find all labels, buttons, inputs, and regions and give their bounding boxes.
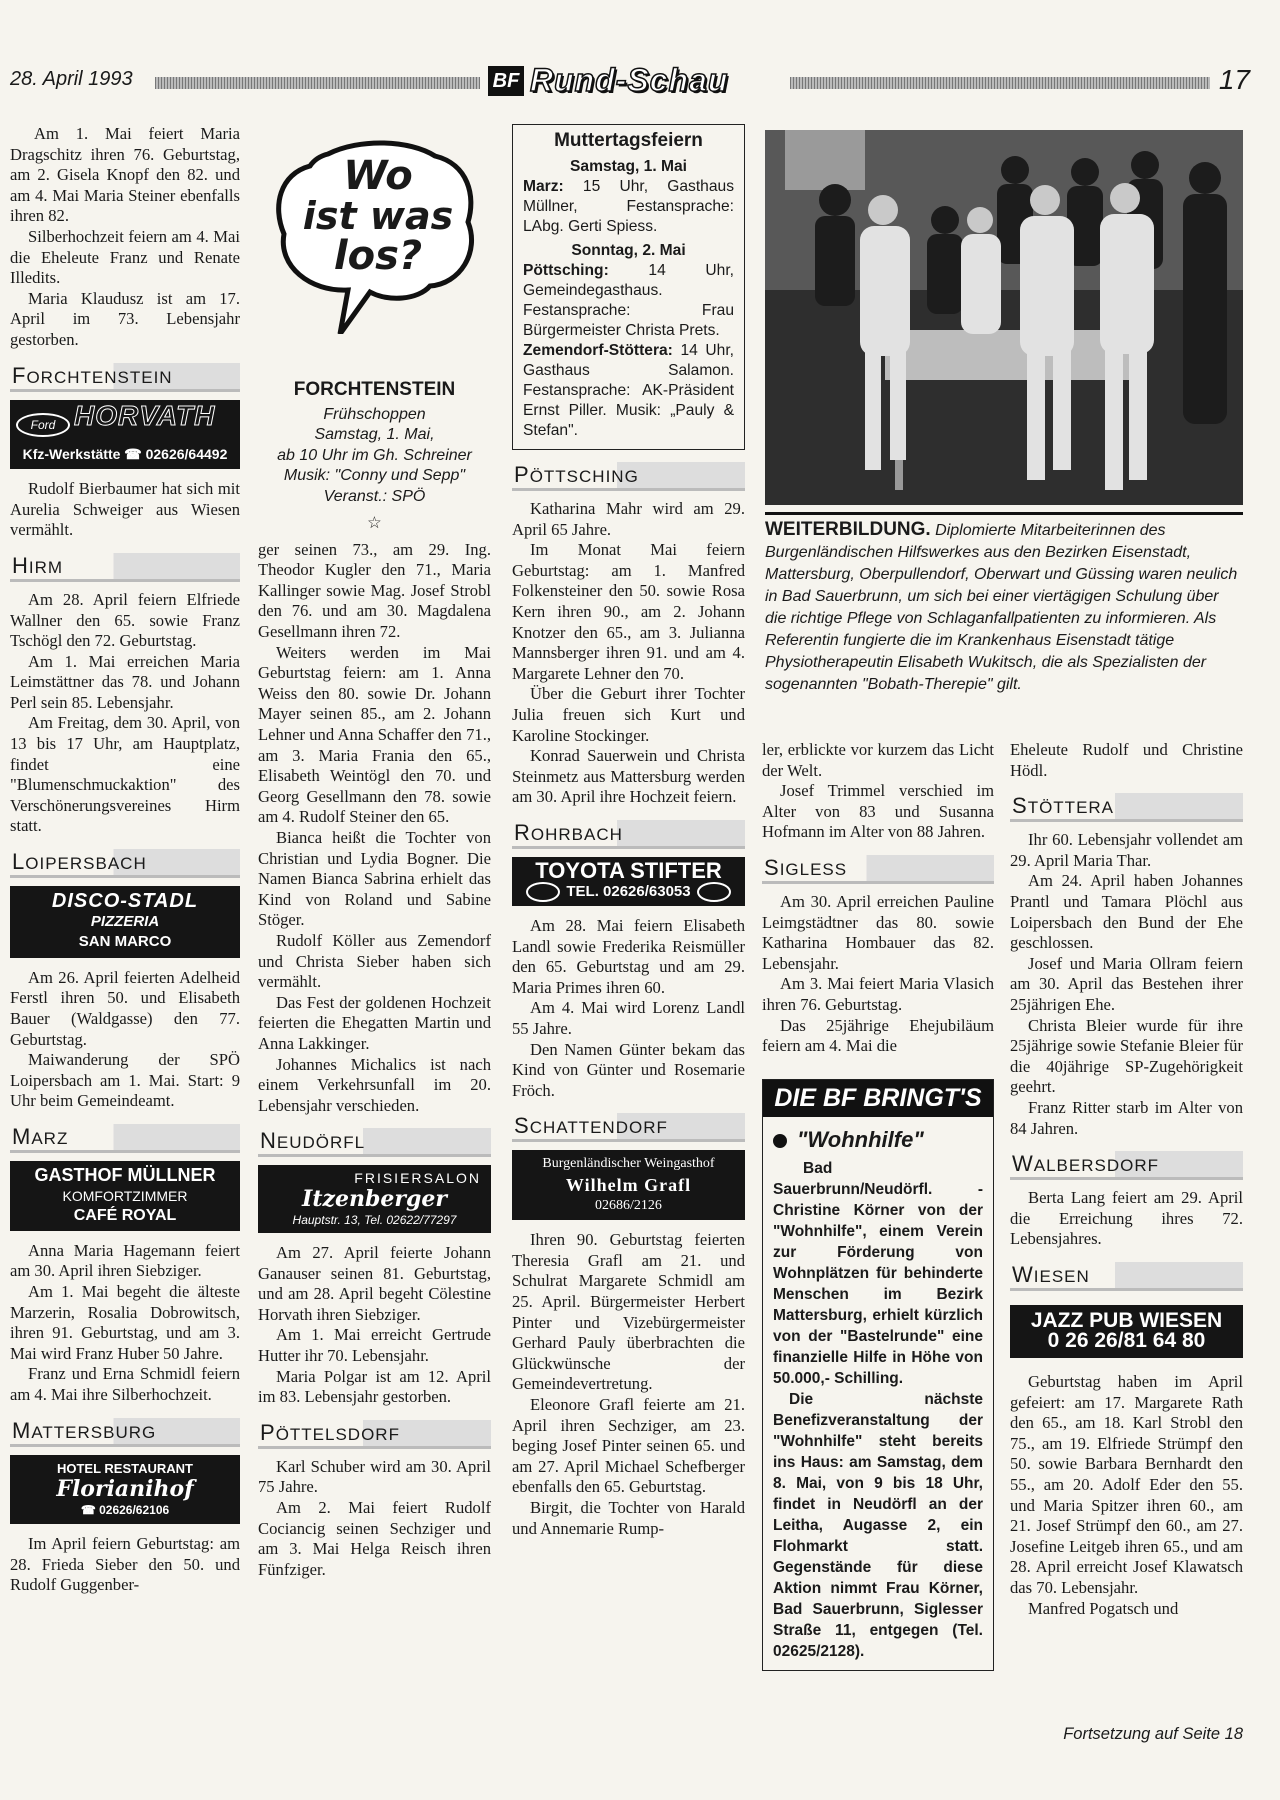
muttertag-box: Muttertagsfeiern Samstag, 1. Mai Marz: 15 Uhr, Gasthaus Müllner, Festansprache: LAbg. Gerti Spiess. Sonntag, 2. Mai Pöttsching: 14 Uhr, Gemeindegasthaus. Festansprache: Frau Bürgermeister Christa Prets. Zemendorf-Stöttera: 14 Uhr, Gasthaus Salamon. Festansprache: AK-Präsident Ernst Piller. Musik: „Pauly & Stefan". <box>512 124 745 450</box>
paragraph: Christa Bleier wurde für ihre 25jährige sowie Stefanie Bleier für die 40jährige SP-Zugehörigkeit geehrt. <box>1010 1015 1243 1097</box>
bubble-line-1: Wo <box>343 153 413 199</box>
paragraph: Geburtstag haben im April gefeiert: am 17. Margarete Rath den 65., am 18. Karl Strobl den 75., am 19. Elfriede Strümpf den 50. sowie Barbara Bernhardt den 55., am 20. Adolf Eder den 55. und Maria Spitzer ihren 60., am 21. Josef Strümpf den 60., am 27. Josefine Leitgeb ihren 65., und am 28. April erreicht Josef Klawatsch das 70. Lebensjahr. <box>1010 1372 1243 1597</box>
section-heading-rohrbach: ROHRBACH <box>512 820 745 849</box>
paragraph: Rudolf Bierbaumer hat sich mit Aurelia Schweiger aus Wiesen vermählt. <box>10 479 240 540</box>
paragraph: Am 2. Mai feiert Rudolf Cociancig seinen Sechziger und am 3. Mai Helga Reisch ihren Fünfziger. <box>258 1498 491 1579</box>
continuation-note: Fortsetzung auf Seite 18 <box>1063 1725 1243 1743</box>
section-heading-poettsching: PÖTTSCHING <box>512 462 745 491</box>
paragraph: Konrad Sauerwein und Christa Steinmetz aus Mattersburg werden am 30. April ihre Hochzeit feiern. <box>512 746 745 807</box>
section-heading-wiesen: WIESEN <box>1010 1262 1243 1291</box>
paragraph: Josef und Maria Ollram feiern am 30. April das Bestehen ihrer 25jährigen Ehe. <box>1010 953 1243 1014</box>
section-heading-sigless: SIGLESS <box>762 855 994 884</box>
paragraph: Das 25jährige Ehejubiläum feiern am 4. Mai die <box>762 1015 994 1056</box>
ad-gasthof-muellner: GASTHOF MÜLLNER KOMFORTZIMMER CAFÉ ROYAL <box>10 1161 240 1231</box>
paragraph: Maria Polgar ist am 12. April im 83. Lebensjahr gestorben. <box>258 1366 491 1407</box>
section-heading-schattendorf: SCHATTENDORF <box>512 1113 745 1142</box>
column-4 <box>762 740 994 1671</box>
ad-frisiersalon: FRISIERSALON Itzenberger Hauptstr. 13, Tel. 02622/77297 <box>258 1165 491 1233</box>
event-details: Frühschoppen Samstag, 1. Mai, ab 10 Uhr im Gh. Schreiner Musik: "Conny und Sepp" Veranst.: SPÖ <box>277 405 472 505</box>
ad-horvath: Ford HORVATH Kfz-Werkstätte ☎ 02626/64492 <box>10 400 240 470</box>
ad-weingasthof-grafl: Burgenländischer Weingasthof Wilhelm Grafl 02686/2126 <box>512 1150 745 1220</box>
bf-bringts-box: DIE BF BRINGT'S "Wohnhilfe" Bad Sauerbrunn/Neudörfl. - Christine Körner von der "Wohnhilfe", einem Verein zur Förderung von Wohnplätzen für behinderte Menschen im Bezirk Mattersburg, erhielt kürzlich von der "Bastelrunde" eine finanzielle Hilfe in Höhe von 50.000,- Schilling. Die nächste Benefizveranstaltung der "Wohnhilfe" steht bereits ins Haus: am Samstag, dem 8. Mai, von 9 bis 18 Uhr, findet in Neudörfl an der Leitha, Augasse 2, ein Flohmarkt statt. Gegenstände für diese Aktion nimmt Frau Körner, Bad Sauerbrunn, Siglesser Straße 11, entgegen (Tel. 02625/2128). <box>762 1079 994 1671</box>
wo-ist-was-los-graphic <box>258 124 491 380</box>
paragraph: Silberhochzeit feiern am 4. Mai die Eheleute Franz und Renate Illedits. <box>10 226 240 288</box>
bullet-icon <box>773 1134 787 1148</box>
paragraph: Maria Klaudusz ist am 17. April im 73. Lebensjahr gestorben. <box>10 288 240 349</box>
ad-jazz-pub-wiesen: JAZZ PUB WIESEN 0 26 26/81 64 80 <box>1010 1305 1243 1358</box>
section-heading-stoettera: STÖTTERA <box>1010 793 1243 822</box>
paragraph: Ihr 60. Lebensjahr vollendet am 29. April Maria Thar. <box>1010 830 1243 870</box>
paragraph: Josef Trimmel verschied im Alter von 83 und Susanna Hofmann im Alter von 88 Jahren. <box>762 781 994 842</box>
paragraph: Weiters werden im Mai Geburtstag feiern: am 1. Anna Weiss den 80. sowie Dr. Johann Mayer seinen 85., am 2. Johann Lehner und Anna Schaffer den 71., am 3. Maria Frania den 65., Elisabeth Weintögl den 70. und Georg Gesellmann den 78. sowie am 4. Rudolf Steiner den 65. <box>258 642 491 827</box>
section-title: Rund-Schau <box>530 62 729 98</box>
toyota-logo-icon <box>697 882 731 902</box>
issue-date: 28. April 1993 <box>10 68 133 90</box>
column-2 <box>258 124 491 1580</box>
paragraph: Das Fest der goldenen Hochzeit feierten die Ehegatten Martin und Anna Lakkinger. <box>258 992 491 1053</box>
section-heading-poettelsdorf: PÖTTELSDORF <box>258 1420 491 1449</box>
paragraph: Karl Schuber wird am 30. April 75 Jahre. <box>258 1456 491 1497</box>
paragraph: Im Monat Mai feiern Geburtstag: am 1. Manfred Folkensteiner den 50. sowie Rosa Kern ihren 90., am 2. Johann Knotzer den 65., am 3. Julianna Mannsberger ihren 91. und am 4. Margarete Lehner den 70. <box>512 540 745 683</box>
ad-florianihof: HOTEL RESTAURANT Florianihof ☎ 02626/62106 <box>10 1455 240 1525</box>
paragraph: Maiwanderung der SPÖ Loipersbach am 1. Mai. Start: 9 Uhr beim Gemeindeamt. <box>10 1050 240 1111</box>
paragraph: Am Freitag, dem 30. April, von 13 bis 17 Uhr, am Hauptplatz, findet eine "Blumenschmuckaktion" des Verschönerungsvereines Hirm statt. <box>10 713 240 836</box>
paragraph: Am 3. Mai feiert Maria Vlasich ihren 76. Geburtstag. <box>762 974 994 1014</box>
caption-text: Diplomierte Mitarbeiterinnen des Burgenländischen Hilfswerkes aus den Bezirken Eisenstadt, Mattersburg, Oberpullendorf, Oberwart und Güssing waren neulich in Bad Sauerbrunn, um sich bei einer viertägigen Schulung über die richtige Pflege von Schlaganfallpatienten zu informieren. Als Referentin fungierte die im Krankenhaus Eisenstadt tätige Physiotherapeutin Elisabeth Wukitsch, die als Spezialisten der sogenannten "Bobath-Therepie" gilt. <box>765 522 1238 693</box>
paragraph: Am 1. Mai erreicht Gertrude Hutter ihr 70. Lebensjahr. <box>258 1325 491 1366</box>
ford-logo: Ford <box>16 413 70 437</box>
paragraph: Ihren 90. Geburtstag feierten Theresia Grafl am 21. und Schulrat Margarete Schmidl am 25. April. Bürgermeister Herbert Pinter und Vizebürgermeister Gerhard Pauly überbrachten die Glückwünsche der Gemeindevertretung. <box>512 1230 745 1394</box>
paragraph: Im April feiern Geburtstag: am 28. Frieda Sieber den 50. und Rudolf Guggenber- <box>10 1534 240 1595</box>
paragraph: Birgit, die Tochter von Harald und Annemarie Rump- <box>512 1497 745 1538</box>
paragraph: Am 27. April feierte Johann Ganauser seinen 81. Geburtstag, und am 28. April begeht Cölestine Horvath ihren Siebziger. <box>258 1243 491 1324</box>
star-separator-icon: ☆ <box>367 513 382 533</box>
column-3 <box>512 124 745 1539</box>
paragraph: Johannes Michalics ist nach einem Verkehrsunfall im 20. Lebensjahr verschieden. <box>258 1054 491 1115</box>
group-photo-image <box>765 130 1243 505</box>
bf-logo: BF <box>488 66 524 96</box>
header-rule-left <box>155 77 480 89</box>
paragraph: Eleonore Grafl feierte am 21. April ihren Sechziger, am 23. beging Josef Pinter seinen 65. und am 27. April Michael Schefberger ebenfalls den 65. Geburtstag. <box>512 1394 745 1497</box>
paragraph: Am 30. April erreichen Pauline Leimgstädtner das 80. sowie Katharina Hombauer das 82. Lebensjahr. <box>762 891 994 973</box>
paragraph: Am 26. April feierten Adelheid Ferstl ihren 50. und Elisabeth Bauer (Waldgasse) den 77. Geburtstag. <box>10 967 240 1049</box>
caption-headline: WEITERBILDUNG. <box>765 519 931 540</box>
paragraph: Am 1. Mai erreichen Maria Leimstättner das 78. und Johann Perl sein 85. Lebensjahr. <box>10 651 240 712</box>
paragraph: Berta Lang feiert am 29. April die Erreichung ihres 72. Lebensjahres. <box>1010 1188 1243 1249</box>
muttertag-title: Muttertagsfeiern <box>554 130 703 151</box>
paragraph: Bianca heißt die Tochter von Christian und Lydia Bogner. Die Namen Bianca Sabrina erhielt das Kind von Roland und Sabine Stöger. <box>258 828 491 930</box>
section-heading-neudoerfl: NEUDÖRFL <box>258 1128 491 1157</box>
paragraph: ger seinen 73., am 29. Ing. Theodor Kugler den 71., Maria Kallinger sowie Mag. Josef Strobl den 76. und am 30. Magdalena Gesellmann ihren 72. <box>258 539 491 642</box>
bubble-line-2: ist was <box>302 194 454 238</box>
section-heading-mattersburg: MATTERSBURG <box>10 1418 240 1447</box>
paragraph: Franz Ritter starb im Alter von 84 Jahren. <box>1010 1097 1243 1138</box>
paragraph: Über die Geburt ihrer Tochter Julia freuen sich Kurt und Karoline Stockinger. <box>512 684 745 745</box>
header-rule-right <box>790 77 1210 89</box>
paragraph: Am 1. Mai feiert Maria Dragschitz ihren 76. Geburtstag, am 2. Gisela Knopf den 82. und am 4. Mai Maria Steiner ebenfalls ihren 82. <box>10 124 240 226</box>
event-place: FORCHTENSTEIN <box>293 379 456 400</box>
group-photo <box>765 130 1243 505</box>
photo-caption <box>765 512 1243 696</box>
bf-bringts-title: "Wohnhilfe" <box>797 1126 924 1152</box>
ad-disco-stadl: DISCO-STADL PIZZERIA SAN MARCO <box>10 886 240 958</box>
column-1 <box>10 124 240 1596</box>
page-header <box>10 62 1250 102</box>
paragraph: Den Namen Günter bekam das Kind von Günter und Rosemarie Fröch. <box>512 1039 745 1100</box>
section-heading-forchtenstein: FORCHTENSTEIN <box>10 363 240 392</box>
bf-bringts-heading: DIE BF BRINGT'S <box>763 1080 993 1117</box>
paragraph: Am 4. Mai wird Lorenz Landl 55 Jahre. <box>512 998 745 1039</box>
paragraph: Am 24. April haben Johannes Prantl und Tamara Plöchl aus Loipersbach den Bund der Ehe geschlossen. <box>1010 871 1243 953</box>
section-heading-marz: MARZ <box>10 1124 240 1153</box>
paragraph: Franz und Erna Schmidl feiern am 4. Mai ihre Silberhochzeit. <box>10 1364 240 1404</box>
section-heading-walbersdorf: WALBERSDORF <box>1010 1151 1243 1180</box>
paragraph: Anna Maria Hagemann feiert am 30. April ihren Siebziger. <box>10 1240 240 1281</box>
paragraph: Eheleute Rudolf und Christine Hödl. <box>1010 740 1243 780</box>
paragraph: Manfred Pogatsch und <box>1028 1598 1179 1618</box>
paragraph: Rudolf Köller aus Zemendorf und Christa Sieber haben sich vermählt. <box>258 930 491 992</box>
column-5 <box>1010 740 1243 1619</box>
paragraph: Am 1. Mai begeht die älteste Marzerin, Rosalia Dobrowitsch, ihren 91. Geburtstag, und am 3. Mai wird Franz Huber 50 Jahre. <box>10 1281 240 1363</box>
ad-toyota-stifter: TOYOTA STIFTER TEL. 02626/63053 <box>512 857 745 906</box>
bubble-line-3: los? <box>333 233 423 279</box>
toyota-logo-icon <box>526 882 560 902</box>
paragraph: ler, erblickte vor kurzem das Licht der Welt. <box>762 740 994 780</box>
page-number: 17 <box>1218 64 1250 95</box>
section-heading-loipersbach: LOIPERSBACH <box>10 849 240 878</box>
paragraph: Katharina Mahr wird am 29. April 65 Jahre. <box>512 499 745 539</box>
section-heading-hirm: HIRM <box>10 553 240 582</box>
paragraph: Am 28. Mai feiern Elisabeth Landl sowie Frederika Reismüller den 65. Geburtstag und am 29. Maria Primes ihren 60. <box>512 916 745 997</box>
paragraph: Am 28. April feiern Elfriede Wallner den 65. sowie Franz Tschögl den 72. Geburtstag. <box>10 589 240 651</box>
